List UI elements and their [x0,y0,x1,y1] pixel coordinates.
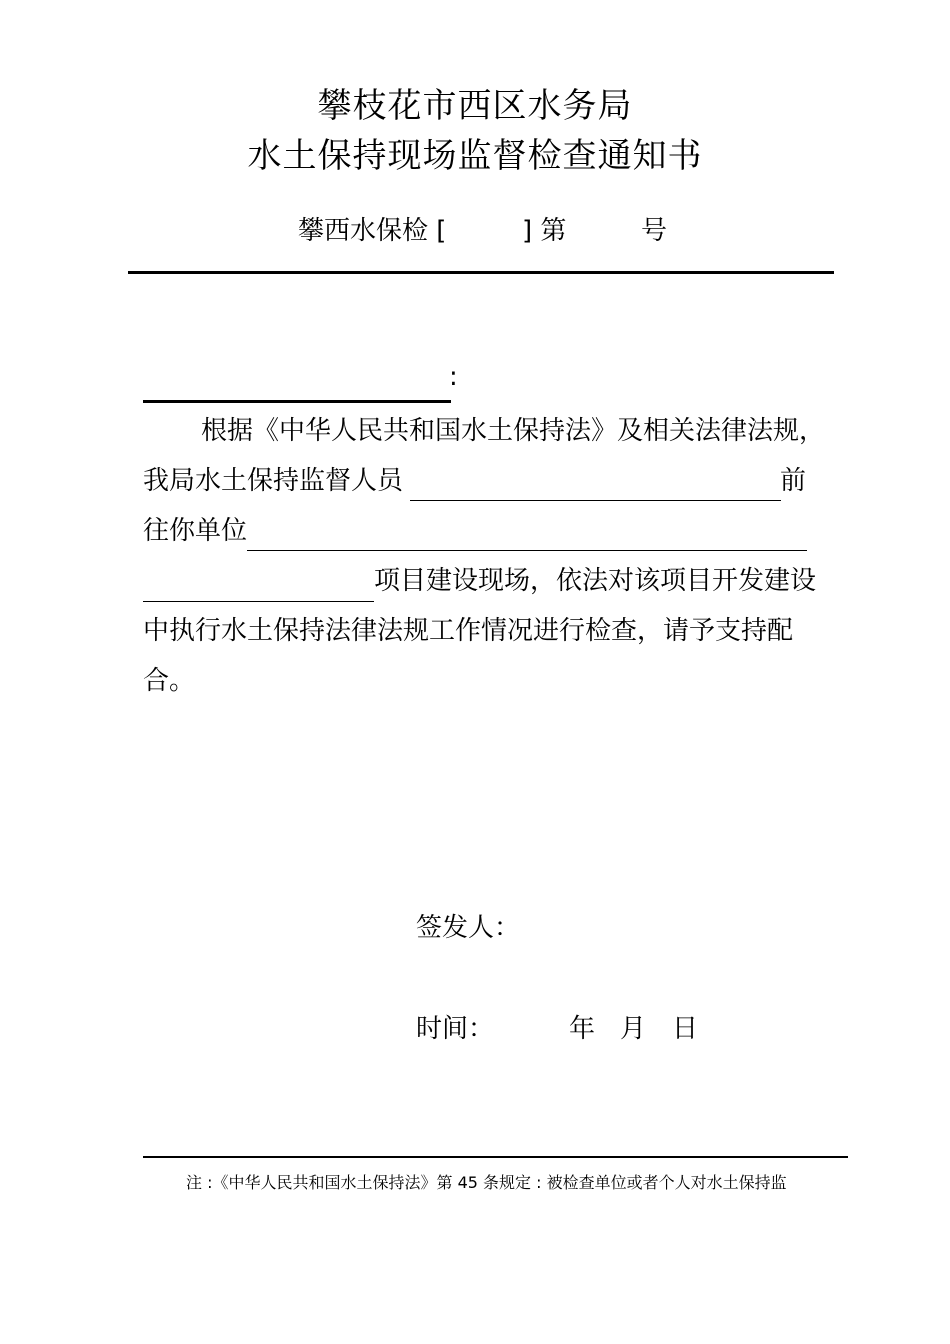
body-line-5: 中执行水土保持法律法规工作情况进行检查，请予支持配 [143,616,794,646]
year-label: 年 [569,1014,596,1044]
footer-divider [143,1156,848,1158]
doc-number-mid: ] 第 [522,216,567,246]
issuer-label: 签发人： [416,913,521,943]
org-name: 攀枝花市西区水务局 [317,86,633,126]
footer-note: 注 :《中华人民共和国水土保持法》第 45 条规定 : 被检查单位或者个人对水土保持监 [186,1173,787,1192]
recipient-colon: : [449,362,458,392]
project-blank-line [143,601,374,602]
body-line-1: 根据《中华人民共和国水土保持法》及相关法律法规， [201,416,826,446]
month-label: 月 [620,1014,647,1044]
body-line-2-end: 前 [780,466,807,496]
body-line-4: 项目建设现场，依法对该项目开发建设 [374,566,817,596]
day-label: 日 [672,1014,699,1044]
body-line-3: 往你单位 [143,516,248,546]
body-line-2: 我局水土保持监督人员 [143,466,404,496]
unit-blank-line [247,550,807,551]
doc-number-prefix: 攀西水保检 [ [298,216,447,246]
doc-number-suffix: 号 [641,216,668,246]
time-label: 时间： [416,1014,495,1044]
recipient-blank-line [143,400,451,403]
body-line-6: 合。 [143,666,196,696]
header-divider [128,271,834,274]
inspector-blank-line [410,500,781,501]
document-title: 水土保持现场监督检查通知书 [247,136,703,176]
